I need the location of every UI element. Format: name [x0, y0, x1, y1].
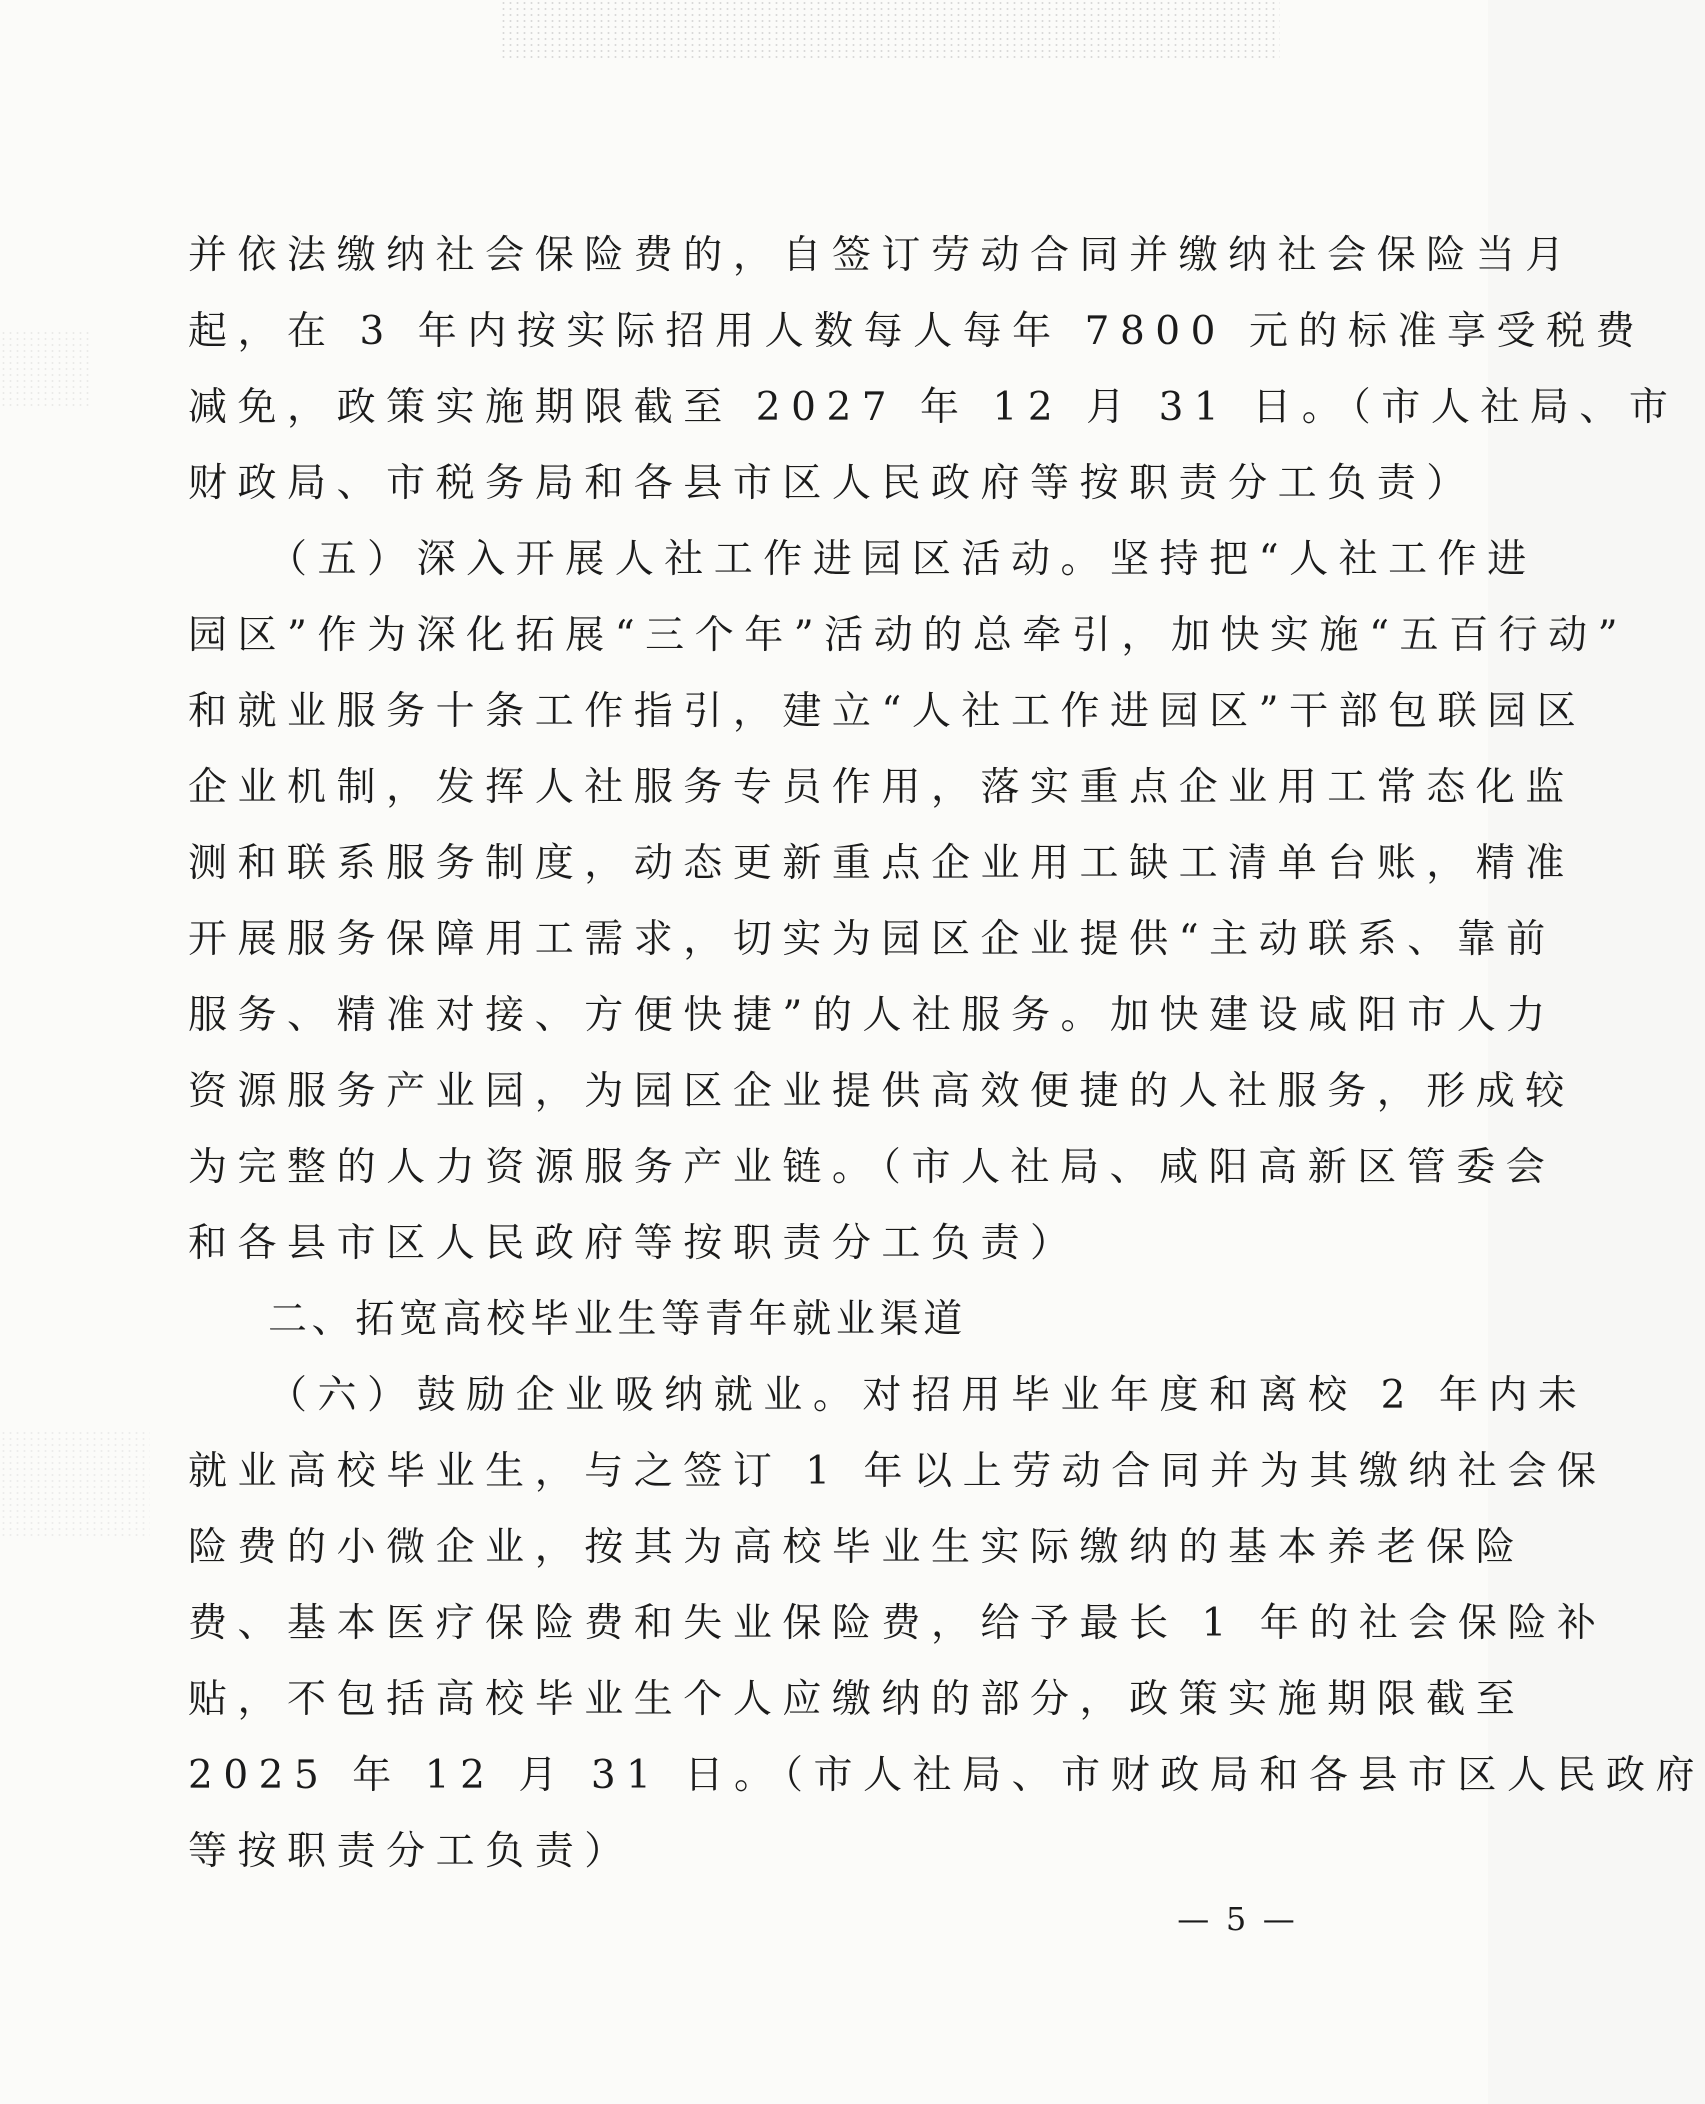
text-line: 并依法缴纳社会保险费的，自签订劳动合同并缴纳社会保险当月 [188, 233, 1575, 278]
text-line: 资源服务产业园，为园区企业提供高效便捷的人社服务，形成较 [188, 1069, 1575, 1114]
text-line: 2025 年 12 月 31 日。（市人社局、市财政局和各县市区人民政府 [188, 1753, 1705, 1798]
scan-noise-left-lower [0, 1430, 150, 1540]
text-line: 费、基本医疗保险费和失业保险费，给予最长 1 年的社会保险补 [188, 1601, 1607, 1646]
section-heading: 二、拓宽高校毕业生等青年就业渠道 [268, 1297, 967, 1342]
paragraph-start-line: （六）鼓励企业吸纳就业。对招用毕业年度和离校 2 年内未 [268, 1373, 1588, 1418]
text-line: 测和联系服务制度，动态更新重点企业用工缺工清单台账，精准 [188, 841, 1575, 886]
text-line: 起，在 3 年内按实际招用人数每人每年 7800 元的标准享受税费 [188, 309, 1646, 354]
scan-noise-top [500, 0, 1280, 60]
text-line: 服务、精准对接、方便快捷”的人社服务。加快建设咸阳市人力 [188, 993, 1556, 1038]
text-line: 险费的小微企业，按其为高校毕业生实际缴纳的基本养老保险 [188, 1525, 1526, 1570]
text-line: 贴，不包括高校毕业生个人应缴纳的部分，政策实施期限截至 [188, 1677, 1526, 1722]
text-line: 园区”作为深化拓展“三个年”活动的总牵引，加快实施“五百行动” [188, 613, 1629, 658]
text-line: 和各县市区人民政府等按职责分工负责） [188, 1221, 1080, 1266]
text-line: 开展服务保障用工需求，切实为园区企业提供“主动联系、靠前 [188, 917, 1556, 962]
page-number: — 5 — [1177, 1900, 1298, 1938]
text-line: 为完整的人力资源服务产业链。（市人社局、咸阳高新区管委会 [188, 1145, 1556, 1190]
text-line: 减免，政策实施期限截至 2027 年 12 月 31 日。（市人社局、市 [188, 385, 1679, 430]
text-line: 等按职责分工负责） [188, 1829, 634, 1874]
paragraph-start-line: （五）深入开展人社工作进园区活动。坚持把“人社工作进 [268, 537, 1537, 582]
document-body [188, 218, 1705, 1890]
text-line: 就业高校毕业生，与之签订 1 年以上劳动合同并为其缴纳社会保 [188, 1449, 1607, 1494]
scan-noise-left [0, 330, 90, 410]
text-line: 财政局、市税务局和各县市区人民政府等按职责分工负责） [188, 461, 1476, 506]
text-line: 企业机制，发挥人社服务专员作用，落实重点企业用工常态化监 [188, 765, 1575, 810]
text-line: 和就业服务十条工作指引，建立“人社工作进园区”干部包联园区 [188, 689, 1587, 734]
